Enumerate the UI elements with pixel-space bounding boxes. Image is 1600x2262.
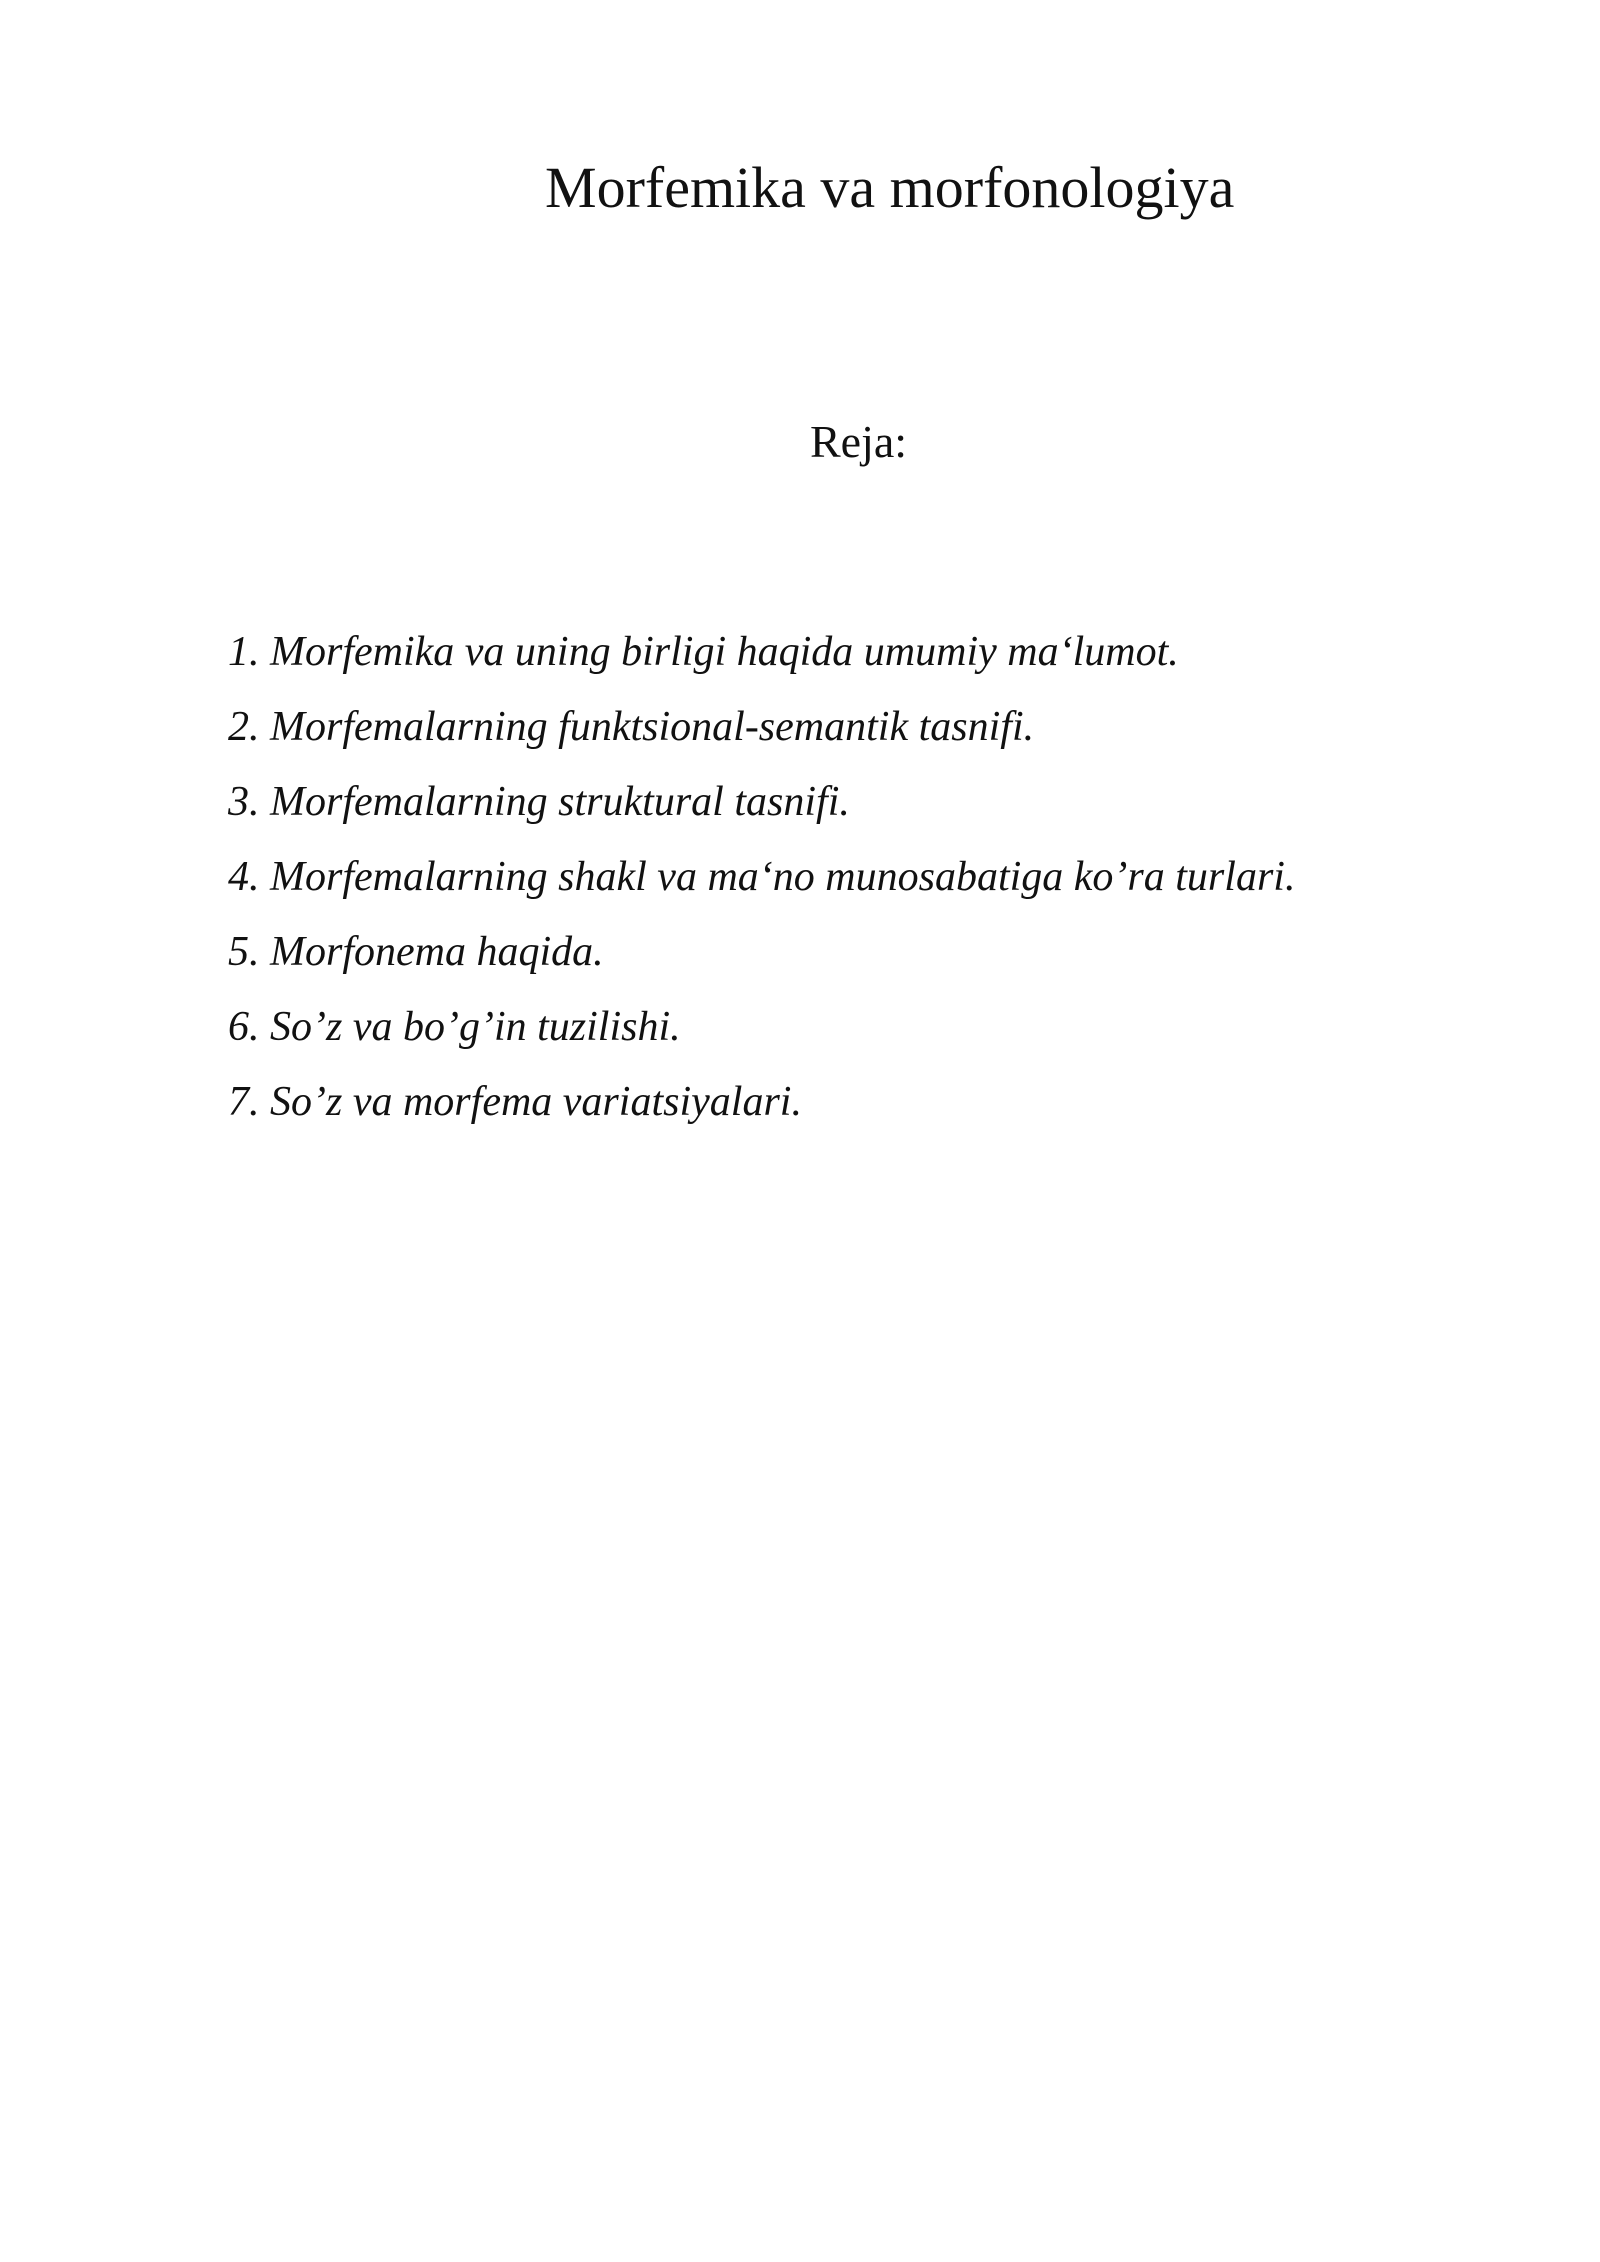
plan-item <box>228 853 1295 928</box>
plan-item-text: So’z va bo’g’in tuzilishi. <box>270 1004 681 1050</box>
plan-item-number: 3. <box>228 779 260 825</box>
plan-item-text: Morfemalarning funktsional-semantik tasnifi. <box>270 704 1035 750</box>
plan-item-number: 1. <box>228 629 260 675</box>
plan-item-text: Morfemika va uning birligi haqida umumiy ma‘lumot. <box>270 629 1179 675</box>
plan-item <box>228 928 1295 1003</box>
plan-list <box>228 628 1295 1153</box>
plan-item <box>228 778 1295 853</box>
plan-item-number: 7. <box>228 1079 260 1125</box>
plan-item <box>228 1078 1295 1153</box>
plan-item-text: Morfonema haqida. <box>270 929 604 975</box>
plan-heading: Reja: <box>810 416 908 467</box>
plan-item-text: So’z va morfema variatsiyalari. <box>270 1079 802 1125</box>
plan-item-number: 2. <box>228 704 260 750</box>
plan-item-text: Morfemalarning struktural tasnifi. <box>270 779 850 825</box>
document-title: Morfemika va morfonologiya <box>545 155 1235 220</box>
plan-item <box>228 1003 1295 1078</box>
plan-item-number: 5. <box>228 929 260 975</box>
plan-item-number: 6. <box>228 1004 260 1050</box>
plan-item <box>228 703 1295 778</box>
plan-item-text: Morfemalarning shakl va ma‘no munosabatiga ko’ra turlari. <box>270 854 1296 900</box>
plan-item-number: 4. <box>228 854 260 900</box>
plan-item <box>228 628 1295 703</box>
